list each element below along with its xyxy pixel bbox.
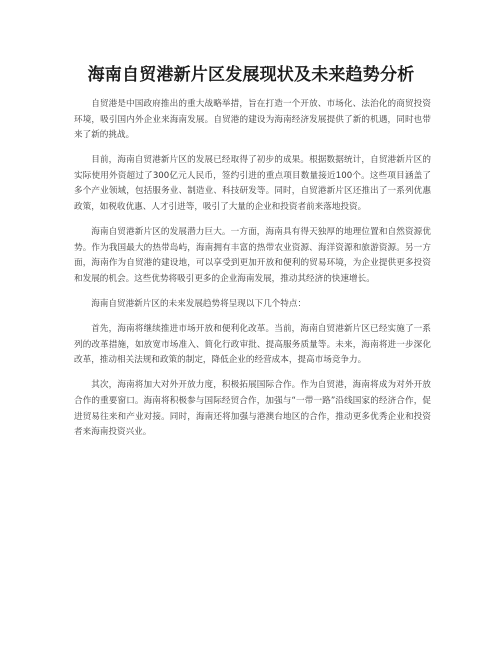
- paragraph-trend-first: 首先，海南将继续推进市场开放和便利化改革。当前，海南自贸港新片区已经实施了一系列的改革措施，如放宽市场准入、简化行政审批、提高服务质量等。未来，海南将进一步深化改革，推动相关法规和政策的制定，降低企业的经营成本，提高市场竞争力。: [74, 324, 431, 366]
- paragraph-current-status: 目前，海南自贸港新片区的发展已经取得了初步的成果。根据数据统计，自贸港新片区的实际使用外资超过了300亿元人民币，签约引进的重点项目数量接近100个。这些项目涵盖了多个产业领域，包括服务业、制造业、科技研发等。同时，自贸港新片区还推出了一系列优惠政策，如税收优惠、人才引进等，吸引了大量的企业和投资者前来落地投资。: [74, 155, 431, 213]
- paragraph-trends-lead: 海南自贸港新片区的未来发展趋势将呈现以下几个特点：: [91, 299, 307, 310]
- paragraph-trend-second: 其次，海南将加大对外开放力度，积极拓展国际合作。作为自贸港，海南将成为对外开放合作的重要窗口。海南将积极参与国际经贸合作，加强与“一带一路”沿线国家的经济合作，促进贸易往来和产业对接。同时，海南还将加强与港澳台地区的合作，推动更多优秀企业和投资者来海南投资兴业。: [74, 380, 431, 438]
- document-title: 海南自贸港新片区发展现状及未来趋势分析: [87, 65, 415, 85]
- paragraph-intro: 自贸港是中国政府推出的重大战略举措，旨在打造一个开放、市场化、法治化的商贸投资环境，吸引国内外企业来海南发展。自贸港的建设为海南经济发展提供了新的机遇，同时也带来了新的挑战。: [74, 99, 431, 141]
- document-body: [74, 97, 431, 450]
- paragraph-potential: 海南自贸港新片区的发展潜力巨大。一方面，海南具有得天独厚的地理位置和自然资源优势。作为我国最大的热带岛屿，海南拥有丰富的热带农业资源、海洋资源和旅游资源。另一方面，海南作为自贸港的建设地，可以享受到更加开放和便利的贸易环境，为企业提供更多投资和发展的机会。这些优势将吸引更多的企业海南发展，推动其经济的快速增长。: [74, 227, 431, 284]
